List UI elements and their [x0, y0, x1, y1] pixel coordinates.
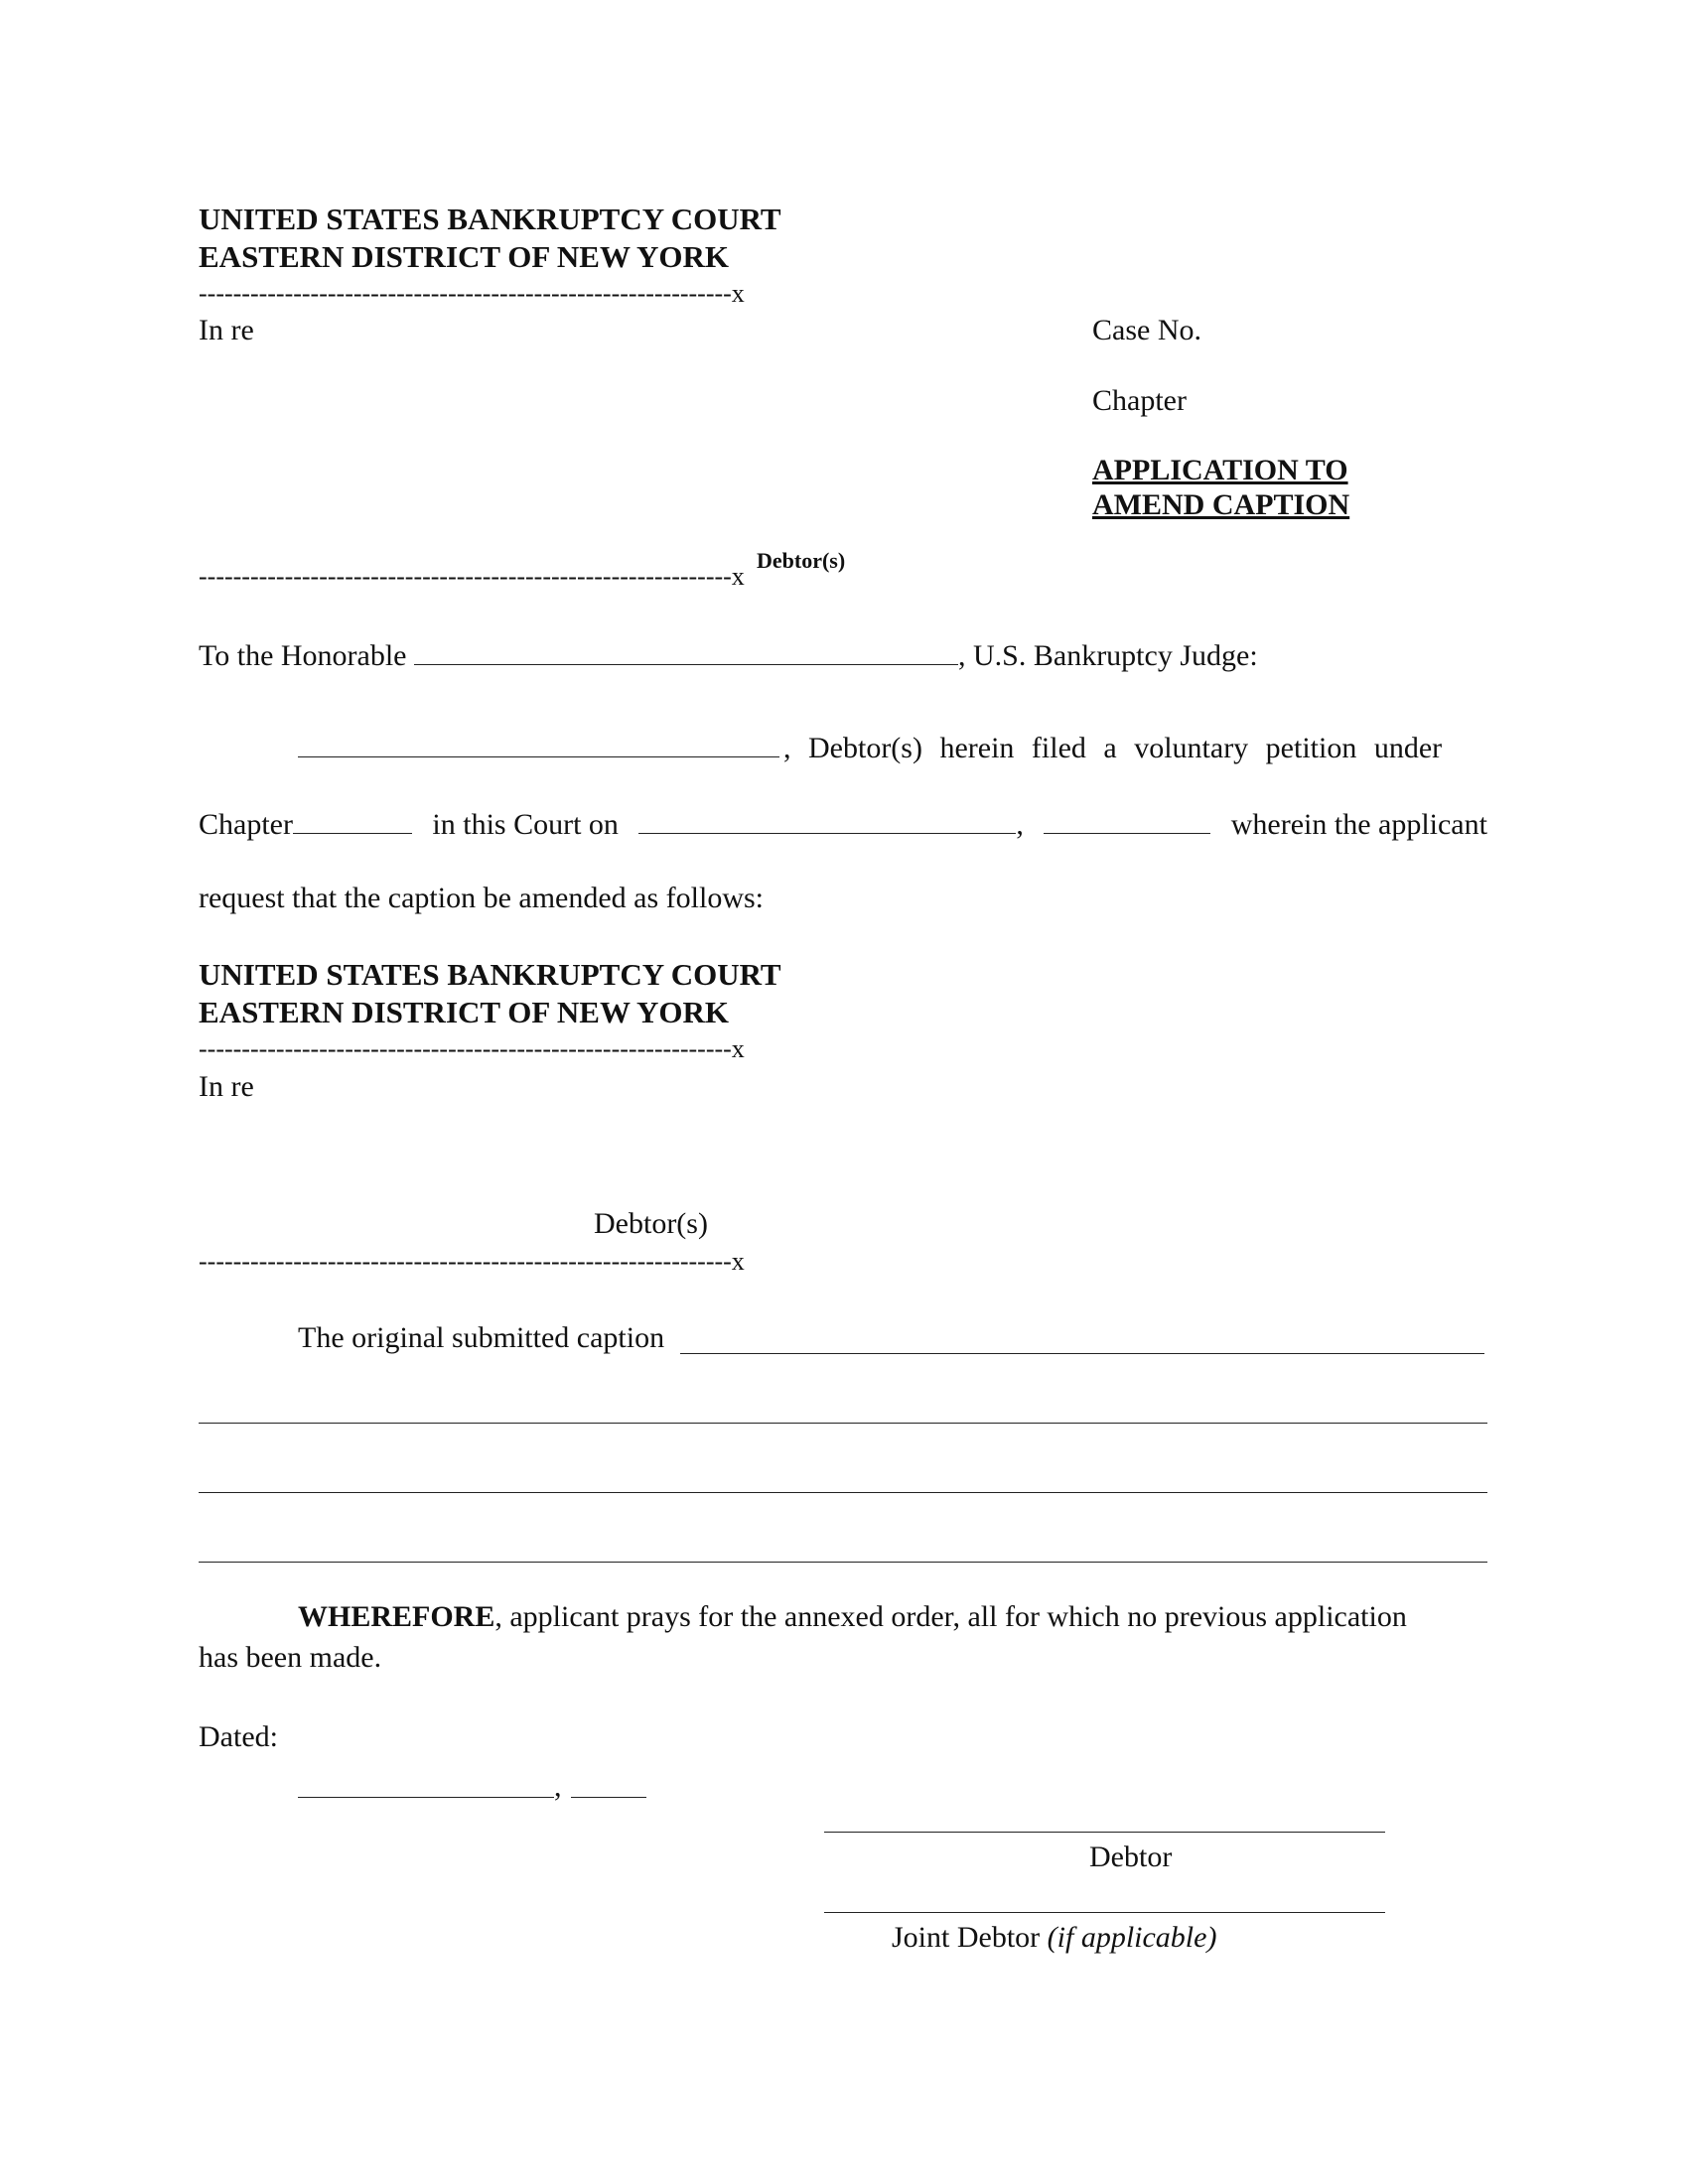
amended-caption-separator-bottom: --------------------------------------------------------------x [199, 1247, 745, 1276]
joint-debtor-signature-line[interactable] [824, 1912, 1385, 1913]
date-comma: , [1016, 808, 1024, 841]
honorable-line [199, 640, 1258, 671]
in-re-label: In re [199, 314, 254, 346]
court-name-line1: UNITED STATES BANKRUPTCY COURT [199, 202, 781, 236]
wherefore-line2: has been made. [199, 1641, 382, 1674]
original-caption-field-1[interactable] [680, 1353, 1484, 1354]
document-title-line1: APPLICATION TO [1092, 454, 1348, 486]
dated-label: Dated: [199, 1720, 278, 1753]
document-title-line2: AMEND CAPTION [1092, 488, 1350, 521]
debtor-signature-line[interactable] [824, 1832, 1385, 1833]
original-caption-field-4[interactable] [199, 1562, 1487, 1563]
wherefore-bold: WHEREFORE [298, 1600, 495, 1633]
joint-debtor-text: Joint Debtor [892, 1921, 1041, 1954]
case-no-label: Case No. [1092, 314, 1201, 346]
original-caption-field-2[interactable] [199, 1423, 1487, 1424]
debtor-name-field[interactable] [298, 733, 779, 757]
dated-comma: , [554, 1770, 562, 1803]
caption-separator-bottom: --------------------------------------------------------------x [199, 562, 745, 591]
chapter-label: Chapter [1092, 384, 1187, 417]
amended-court-name-line1: UNITED STATES BANKRUPTCY COURT [199, 957, 781, 992]
amended-caption-separator-top: --------------------------------------------------------------x [199, 1034, 745, 1063]
joint-debtor-note: (if applicable) [1047, 1921, 1217, 1954]
petition-text: , Debtor(s) herein filed a voluntary petition under [783, 732, 1443, 764]
judge-name-field[interactable] [414, 640, 958, 665]
wherefore-rest: , applicant prays for the annexed order, all for which no previous application [494, 1600, 1407, 1633]
court-on-text: in this Court on [432, 808, 619, 841]
amended-in-re-label: In re [199, 1070, 254, 1103]
chapter-number-field[interactable] [293, 809, 412, 834]
joint-debtor-signature-label [892, 1923, 1216, 1953]
wherein-text: wherein the applicant [1230, 808, 1487, 841]
original-caption-field-3[interactable] [199, 1492, 1487, 1493]
filing-year-field[interactable] [1044, 809, 1210, 834]
filing-date-field[interactable] [638, 809, 1016, 834]
chapter-date-line [199, 809, 1487, 840]
amended-court-name-line2: EASTERN DISTRICT OF NEW YORK [199, 995, 730, 1029]
chapter-word: Chapter [199, 808, 293, 841]
court-name-line2: EASTERN DISTRICT OF NEW YORK [199, 239, 730, 274]
honorable-prefix: To the Honorable [199, 639, 407, 672]
honorable-suffix: , U.S. Bankruptcy Judge: [958, 639, 1258, 672]
request-text: request that the caption be amended as follows: [199, 882, 764, 914]
original-caption-label: The original submitted caption [298, 1321, 665, 1354]
dated-month-day-field[interactable] [298, 1797, 554, 1798]
caption-separator-top: --------------------------------------------------------------x [199, 279, 745, 308]
amended-debtors-label: Debtor(s) [594, 1207, 708, 1240]
debtor-signature-label: Debtor [1089, 1841, 1173, 1873]
dated-year-field[interactable] [571, 1797, 646, 1798]
petition-line [298, 733, 1487, 763]
debtors-label: Debtor(s) [757, 548, 846, 573]
wherefore-line1 [298, 1602, 1407, 1632]
